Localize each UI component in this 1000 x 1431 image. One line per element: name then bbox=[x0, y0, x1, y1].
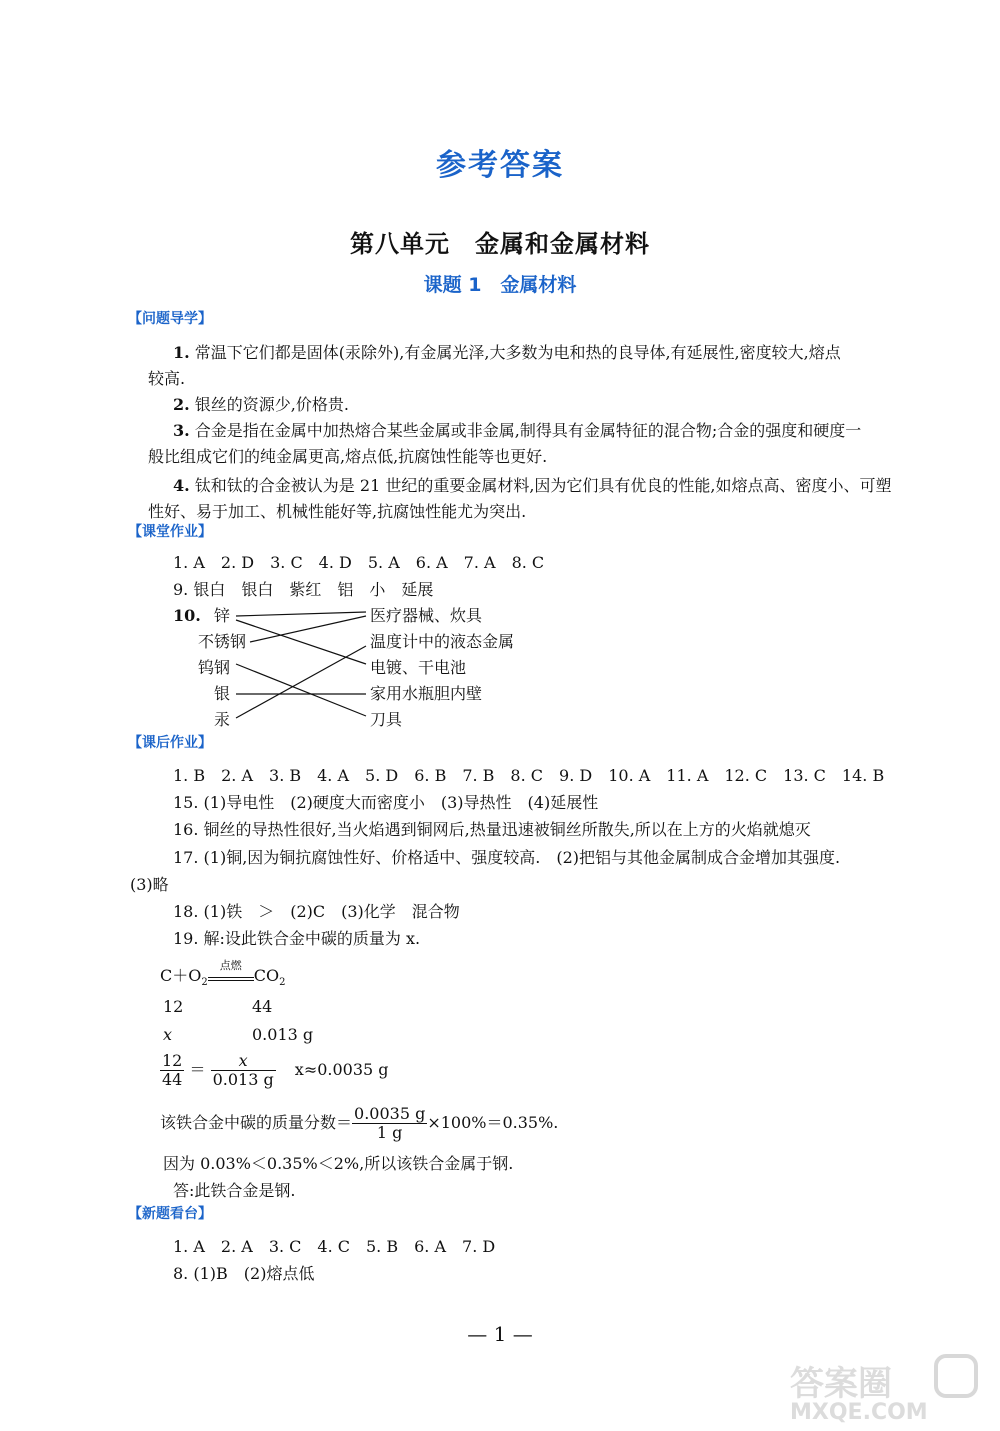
kehou-q15: 15. (1)导电性 (2)硬度大而密度小 (3)导热性 (4)延展性 bbox=[173, 793, 599, 812]
watermark-logo: 答案圈 MXQE.COM bbox=[786, 1352, 986, 1426]
kehou-q19: 19. 解:设此铁合金中碳的质量为 x. bbox=[173, 929, 421, 948]
kehou-q17-line2: (3)略 bbox=[130, 875, 169, 894]
ketang-q9: 9. 银白 银白 紫红 铝 小 延展 bbox=[173, 580, 434, 599]
reaction-condition: 点燃 bbox=[219, 959, 242, 972]
section-header-ketang: 【课堂作业】 bbox=[128, 524, 212, 540]
section-header-kehou: 【课后作业】 bbox=[128, 735, 212, 751]
match-line bbox=[236, 646, 366, 718]
match-left-item: 不锈钢 bbox=[198, 632, 247, 651]
xinti-answers: 1. A 2. A 3. C 4. C 5. B 6. A 7. D bbox=[173, 1237, 496, 1256]
match-left-item: 锌 bbox=[214, 606, 231, 625]
q1-line1: 1. 常温下它们都是固体(汞除外),有金属光泽,大多数为电和热的良导体,有延展性,密度较大,熔点 bbox=[173, 343, 841, 362]
match-right-item: 医疗器械、炊具 bbox=[370, 606, 483, 625]
match-right-item: 温度计中的液态金属 bbox=[370, 632, 515, 651]
q3-line1: 3. 合金是指在金属中加热熔合某些金属或非金属,制得具有金属特征的混合物;合金的强度和硬度一 bbox=[173, 421, 862, 440]
lesson-title: 课题 1 金属材料 bbox=[423, 274, 577, 296]
match-right-item: 家用水瓶胆内壁 bbox=[370, 684, 483, 703]
kehou-because: 因为 0.03%＜0.35%＜2%,所以该铁合金属于钢. bbox=[163, 1154, 514, 1173]
molar-mass-c: 12 bbox=[163, 997, 184, 1016]
match-left-item: 银 bbox=[214, 684, 231, 703]
ketang-q10-num: 10. bbox=[173, 606, 201, 625]
unit-title: 第八单元 金属和金属材料 bbox=[350, 230, 650, 258]
match-line bbox=[236, 612, 366, 616]
unknown-x: x bbox=[163, 1025, 173, 1044]
section-header-xinti: 【新题看台】 bbox=[128, 1206, 212, 1222]
kehou-answers: 1. B 2. A 3. B 4. A 5. D 6. B 7. B 8. C 9. D 10. A 11. A 12. C 13. C 14. B bbox=[173, 766, 885, 785]
section-header-wenti: 【问题导学】 bbox=[128, 311, 212, 327]
section-label: 新题看台 bbox=[142, 1206, 198, 1222]
match-right-item: 刀具 bbox=[370, 710, 403, 729]
section-label: 课后作业 bbox=[142, 735, 198, 751]
match-line bbox=[250, 616, 366, 642]
match-right-item: 电镀、干电池 bbox=[370, 658, 467, 677]
q4-line2: 性好、易于加工、机械性能好等,抗腐蚀性能尤为突出. bbox=[148, 502, 527, 521]
proportion-equation: $\frac{12}{44}$ ＝ $\frac{x}{0.013 g}$ x≈0.0035 g bbox=[162, 1051, 389, 1089]
kehou-q17-line1: 17. (1)铜,因为铜抗腐蚀性好、价格适中、强度较高. (2)把铝与其他金属制成合金增加其强度. bbox=[173, 848, 841, 867]
mass-co2: 0.013 g bbox=[252, 1025, 314, 1044]
q4-line1: 4. 钛和钛的合金被认为是 21 世纪的重要金属材料,因为它们具有优良的性能,如熔点高、密度小、可塑 bbox=[173, 476, 892, 495]
kehou-q18: 18. (1)铁 ＞ (2)C (3)化学 混合物 bbox=[173, 902, 460, 921]
chemical-equation: $C+O_2$ 点燃 $CO_2$ bbox=[160, 966, 285, 993]
q2: 2. 银丝的资源少,价格贵. bbox=[173, 395, 349, 414]
q1-line2: 较高. bbox=[148, 369, 186, 388]
molar-mass-co2: 44 bbox=[252, 997, 273, 1016]
match-left-item: 钨钢 bbox=[198, 658, 231, 677]
section-label: 课堂作业 bbox=[142, 524, 198, 540]
page-number: — 1 — bbox=[467, 1322, 533, 1346]
kehou-q16: 16. 铜丝的导热性很好,当火焰遇到铜网后,热量迅速被铜丝所散失,所以在上方的火焰就熄灭 bbox=[173, 820, 811, 839]
main-title: 参考答案 bbox=[436, 148, 564, 183]
kehou-answer: 答:此铁合金是钢. bbox=[173, 1181, 296, 1200]
match-line bbox=[236, 664, 366, 716]
match-left-item: 汞 bbox=[214, 710, 231, 729]
ketang-answers: 1. A 2. D 3. C 4. D 5. A 6. A 7. A 8. C bbox=[173, 553, 545, 572]
section-label: 问题导学 bbox=[142, 311, 198, 327]
xinti-q8: 8. (1)B (2)熔点低 bbox=[173, 1264, 315, 1283]
mass-fraction-line: 该铁合金中碳的质量分数＝ $\frac{0.0035 g}{1 g}$ ×100%＝0.35%. bbox=[160, 1104, 559, 1142]
q3-line2: 般比组成它们的纯金属更高,熔点低,抗腐蚀性能等也更好. bbox=[148, 447, 548, 466]
